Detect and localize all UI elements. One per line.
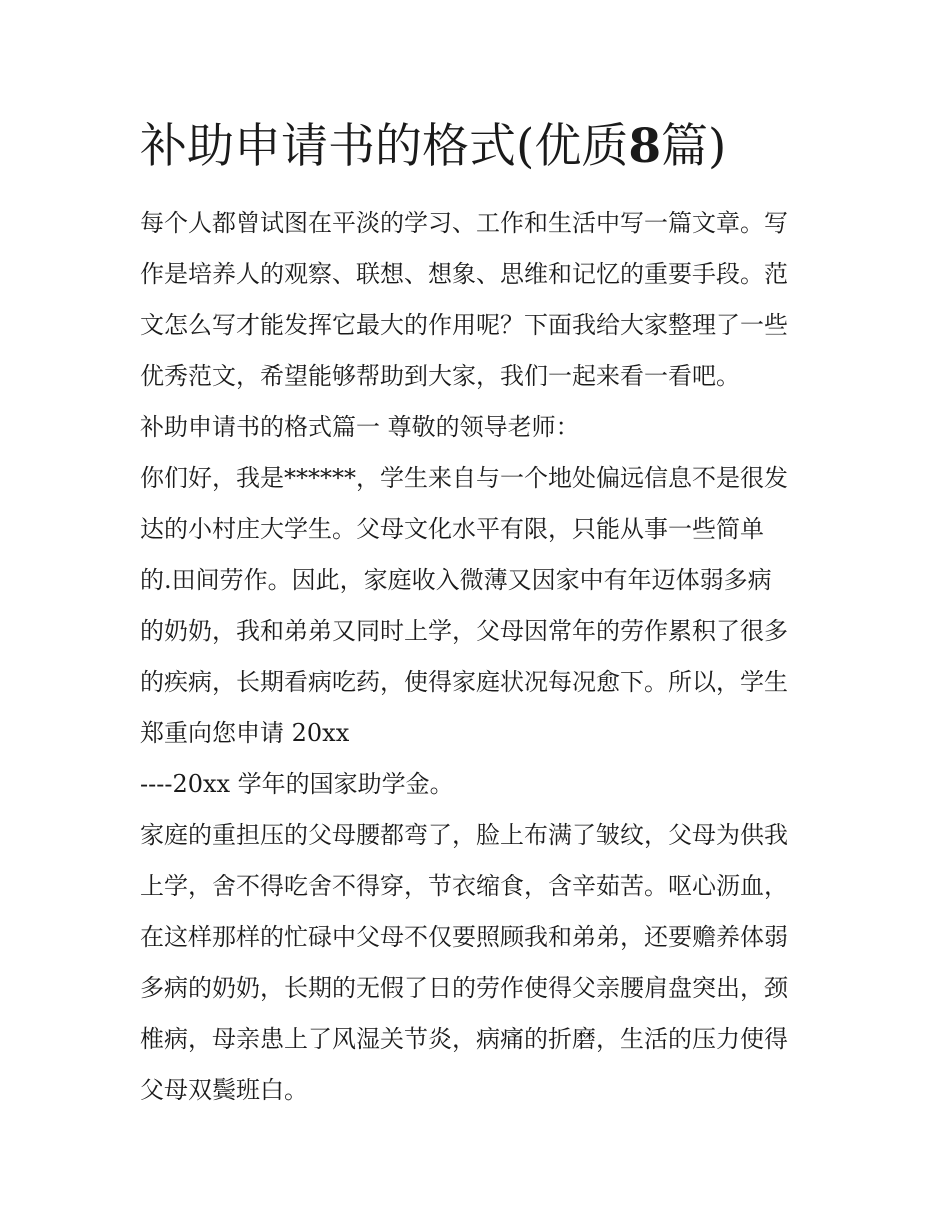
text-line: 的奶奶，我和弟弟又同时上学，父母因常年的劳作累积了很多: [140, 617, 788, 645]
title-suffix: 篇): [661, 119, 727, 174]
text-line: 达的小村庄大学生。父母文化水平有限，只能从事一些简单: [140, 515, 764, 543]
text-line: 椎病，母亲患上了风湿关节炎，病痛的折磨，生活的压力使得: [140, 1025, 788, 1053]
text-line: 每个人都曾试图在平淡的学习、工作和生活中写一篇文章。写: [140, 209, 788, 237]
text-line: 上学，舍不得吃舍不得穿，节衣缩食，含辛茹苦。呕心沥血，: [140, 872, 788, 900]
document-title: [140, 112, 840, 182]
text-line: 优秀范文，希望能够帮助到大家，我们一起来看一看吧。: [140, 362, 740, 390]
document-body: [140, 198, 820, 1116]
text-line: 补助申请书的格式篇一 尊敬的领导老师：: [140, 413, 580, 441]
text-line: ----20xx 学年的国家助学金。: [140, 770, 454, 798]
text-line: 文怎么写才能发挥它最大的作用呢？下面我给大家整理了一些: [140, 311, 788, 339]
text-line: 在这样那样的忙碌中父母不仅要照顾我和弟弟，还要赡养体弱: [140, 923, 788, 951]
title-number: 8: [628, 119, 662, 174]
title-prefix: 补助申请书的格式(优质: [140, 119, 629, 174]
text-line: 郑重向您申请 20xx: [140, 719, 350, 747]
text-line: 作是培养人的观察、联想、想象、思维和记忆的重要手段。范: [140, 260, 788, 288]
text-line: 的.田间劳作。因此，家庭收入微薄又因家中有年迈体弱多病: [140, 566, 772, 594]
text-line: 家庭的重担压的父母腰都弯了，脸上布满了皱纹，父母为供我: [140, 821, 788, 849]
text-line: 的疾病，长期看病吃药，使得家庭状况每况愈下。所以，学生: [140, 668, 788, 696]
text-line: 多病的奶奶，长期的无假了日的劳作使得父亲腰肩盘突出，颈: [140, 974, 788, 1002]
text-line: 父母双鬓班白。: [140, 1076, 308, 1104]
text-line: 你们好，我是******，学生来自与一个地处偏远信息不是很发: [140, 464, 788, 492]
